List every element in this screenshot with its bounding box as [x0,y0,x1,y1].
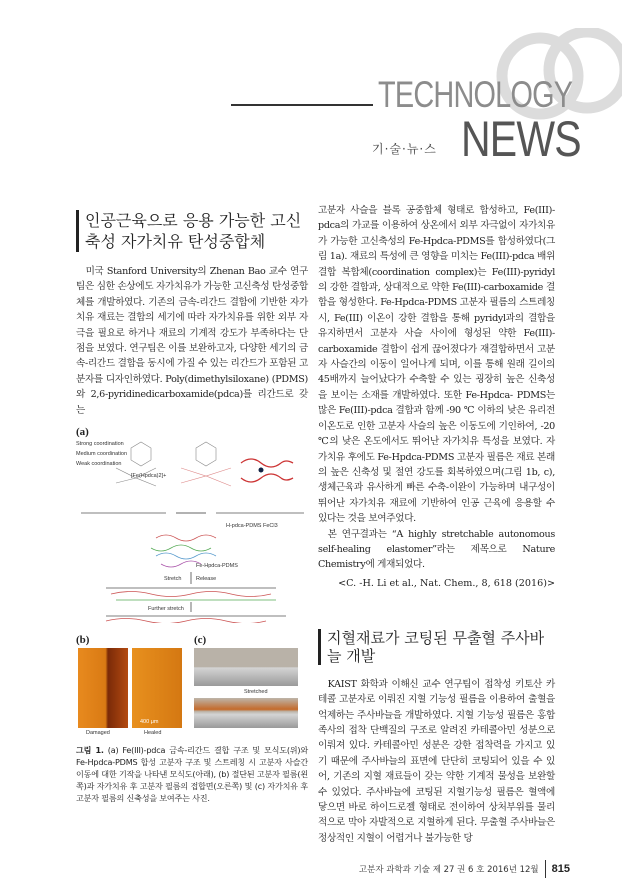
photo-after-stretch [194,698,298,728]
label-weak: Weak coordination [76,461,122,468]
label-damaged: Damaged [86,730,110,737]
label-further-stretch: Further stretch [148,606,184,613]
article1-paragraph-2: 고분자 사슬을 블록 공중합체 형태로 합성하고, Fe(III)-pdca의 가교를 이용하여 상온에서 외부 자극없이 자가치유가 가능한 고신축성의 Fe-Hpdca-PDMS를 합성하였다(그림 1a). 재료의 특성에 큰 영향을 미치는 Fe(III)-pdca 배위결합 복합체(coordination complex)는 Fe(III)-pyridyl의 강한 결합과, 상대적으로 약한 Fe(III)-carboxamide 결합을 형성한다. Fe-Hpdca-PDMS 고분자 필름의 스트레칭 시, Fe(III) 이온이 강한 결합을 통해 pyridyl과의 결합을 유지하면서 고분자 사슬 사이에 형성된 약한 Fe(III)-carboxamide 결합이 쉽게 끊어졌다가 재결합하면서 고분자 사슬간의 이동이 일어나게 되며, 이를 통해 원래 길이의 45배까지 늘어났다가 수축할 수 있는 굉장히 높은 신축성을 보이는 소재를 개발하였다. 또한 Fe-Hpdca- PDMS는 많은 Fe(III)-pdca 결합과 함께 -90 ℃ 이하의 낮은 유리전이온도로 인한 고분자 사슬의 높은 이동도에 기인하여, -20 ℃의 낮은 온도에서도 뛰어난 자가치유 특성을 보였다. 자가치유 후에도 Fe-Hpdca-PDMS 고분자 필름은 재료 본래의 높은 신축성 및 절연 강도를 회복하였으며(그림 1b, c), 생체근육과 유사하게 빠른 수축-이완이 가능하며 내구성이 뛰어난 자가치유 재료에 기반하여 인공 근육에 응용할 수 있다는 것을 보여주었다. [318,205,555,525]
page-number: 815 [551,863,570,876]
section-title-korean: 기·술·뉴·스 [372,142,437,156]
photo-before-stretch [194,648,298,686]
label-stretched: Stretched [244,689,268,696]
label-hpdca-pdms: H-pdca-PDMS FeCl3 [226,523,278,530]
article1-title: 인공근육으로 응용 가능한 고신축성 자가치유 탄성중합체 [76,210,308,252]
figure-1 [76,426,308,738]
footer-journal: 고분자 과학과 기술 제 27 권 6 호 2016년 12월 [358,865,539,876]
right-column [318,203,570,878]
footer-separator [545,860,546,878]
section-title-news: NEWS [461,111,581,167]
page-footer [318,860,570,878]
article1-citation: <C. -H. Li et al., Nat. Chem., 8, 618 (2016)> [338,577,555,589]
photo-healed [132,648,182,728]
scale-bar-label: 400 μm [140,719,159,726]
article2-title: 지혈재료가 코팅된 무출혈 주사바늘 개발 [318,629,555,665]
figure-label-a: (a) [76,426,89,439]
caption-text: (a) Fe(III)-pdca 금속-리간드 결합 구조 및 모식도(위)와 Fe-Hpdca-PDMS 합성 고분자 구조 및 스트레칭 시 고분자 사슬간 이동에 대한 기작을 나타낸 모식도(아래), (b) 절단된 고분자 필름(왼쪽)과 자가치유 후 고분자 필름의 접합면(오른쪽) 및 (c) 자가치유 후 고분자 필름의 신축성을 보여주는 사진. [76,745,308,804]
section-title-technology: TECHNOLOGY [378,74,573,115]
label-healed: Healed [144,730,162,737]
header-rule [231,104,373,106]
figure-caption [76,744,308,804]
figure-label-b: (b) [76,634,90,647]
article1-paragraph-1: 미국 Stanford University의 Zhenan Bao 교수 연구팀은 심한 손상에도 자가치유가 가능한 고신축성 탄성중합체를 개발하였다. 기존의 금속-리간드 결합에 기반한 자가치유 재료는 결합의 세기에 따라 자가치유를 위한 외부 자극을 필요로 하거나 재료의 기계적 강도가 부족하다는 단점을 보였다. 연구팀은 이를 보완하고자, 다양한 세기의 금속-리간드 결합을 동시에 가질 수 있는 리간드가 포함된 고분자를 디자인하였다. Poly(dimethylsiloxane) (PDMS)와 2,6-pyridinedicarboxamide(pdca)를 리간드로 갖는 [76,266,308,416]
figure-label-c: (c) [194,634,207,647]
caption-label: 그림 1. [76,745,104,756]
article1-paragraph-3: 본 연구결과는 “A highly stretchable autonomous self-healing elastomer”라는 제목으로 Nature Chemistry에 게재되었다. [318,528,555,571]
photo-damaged [78,648,128,728]
label-stretch: Stretch [164,576,182,583]
left-column [76,210,308,804]
label-strong: Strong coordination [76,441,124,448]
label-medium: Medium coordination [76,451,128,458]
label-complex: [Fe(Hpdca)2]+ [131,473,167,480]
label-fe-hpdca-pdms: Fe-Hpdca-PDMS [196,563,238,570]
article2-paragraph-1: KAIST 화학과 이해신 교수 연구팀이 접착성 키토산 카테콜 고분자로 이뤄진 지혈 기능성 필름을 이용하여 출혈을 억제하는 주사바늘을 개발하였다. 지혈 기능성 필름은 홍합 족사의 접착 단백질의 구조로 알려진 카테콜아민 성분으로 이뤄져 있다. 카테콜아민 성분은 강한 접착력을 가지고 있기 때문에 주사바늘의 표면에 단단히 코팅되어 있을 수 있어, 기존의 지혈 재료들이 갖는 약한 기계적 물성을 보완할 수 있었다. 주사바늘에 코팅된 지혈기능성 필름은 혈액에 닿으면 바로 하이드로젤 형태로 전이하여 상처부위를 물리적으로 막아 자발적으로 지혈하게 된다. 무출혈 주사바늘은 정상적인 지혈이 어렵거나 불가능한 당 [318,678,555,844]
label-release: Release [196,576,217,583]
